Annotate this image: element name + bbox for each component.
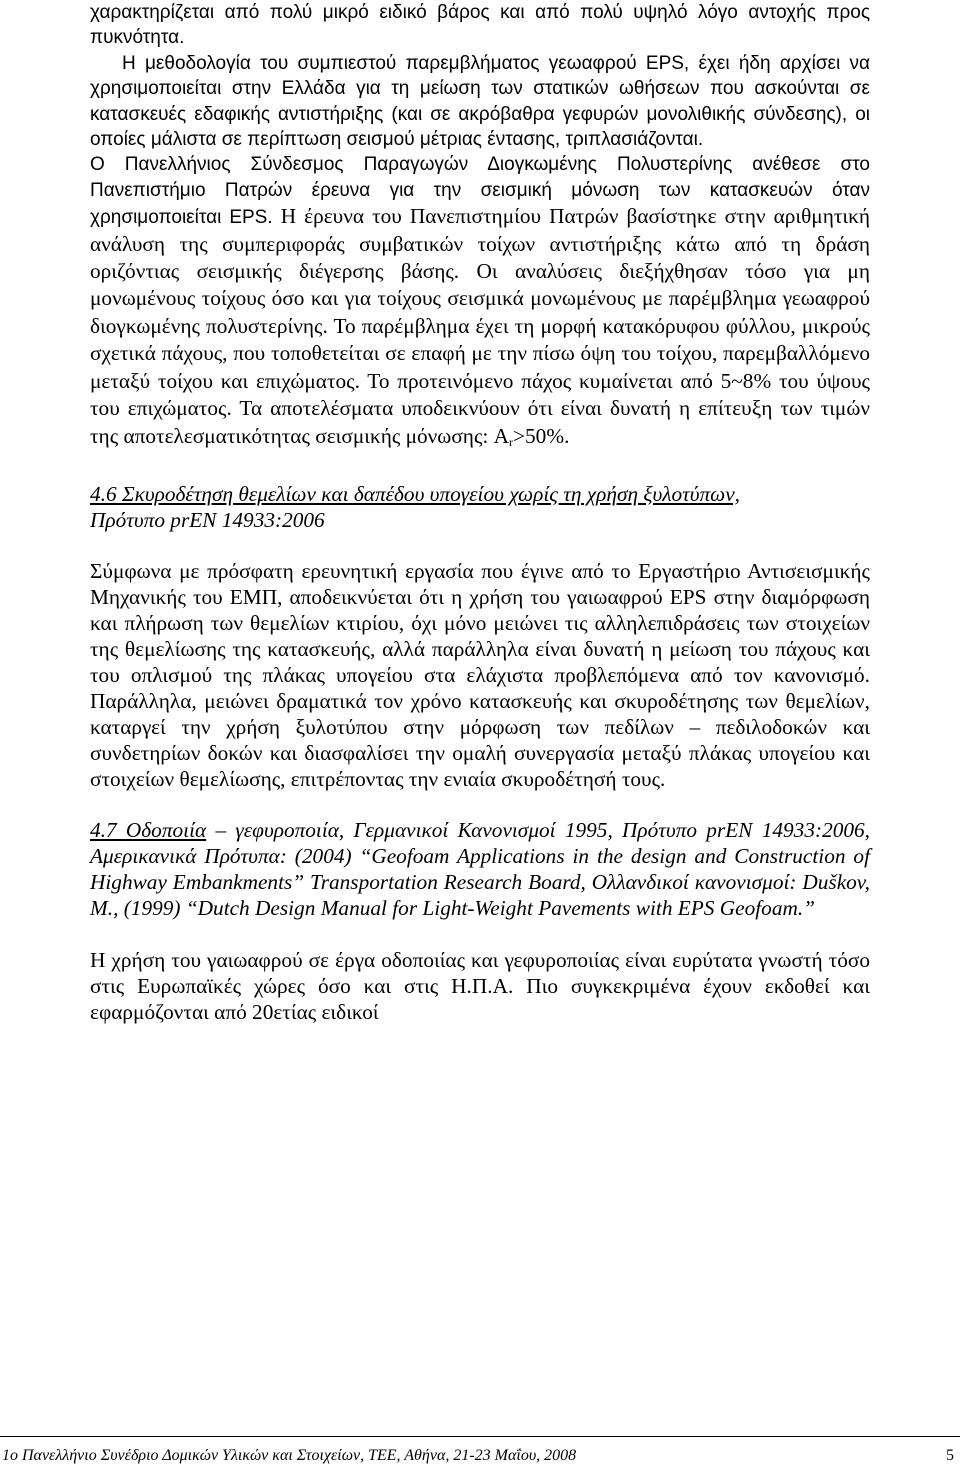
section-number-4-7: 4.7 [90, 817, 126, 842]
research-sentence-serif: Η έρευνα του Πανεπιστημίου Πατρών βασίστηκε στην αριθμητική ανάλυση της συμπεριφοράς συμβατικών τοίχων αντιστήριξης κάτω από τη δράση οριζόντιας σεισμικής διέγερσης βάσης. Οι αναλύσεις διεξήχθησαν τόσο για μη μονωμένους τοίχους όσο και για τοίχους σεισμικά μονωμένους με παρέμβλημα γεωαφρού διογκωμένης πολυστερίνης. Το παρέμβλημα έχει τη μορφή κατακόρυφου φύλλου, μικρούς σχετικά πάχους, που τοποθετείται σε επαφή με την πίσω όψη του τοίχου, παρεμβαλλόμενο μεταξύ τοίχου και επιχώματος. Το προτεινόμενο πάχος κυμαίνεται από 5~8% του ύψους του επιχώματος. Τα αποτελέσματα υποδεικνύουν ότι είναι δυνατή η επίτευξη των τιμών της αποτελεσματικότητας σεισμικής μόνωσης: A [90, 204, 870, 448]
paragraph-eps-method: Η μεθοδολογία του συμπιεστού παρεμβλήματος γεωαφρού EPS, έχει ήδη αρχίσει να χρησιμοποιείται στην Ελλάδα για τη μείωση των στατικών ωθήσεων που ασκούνται σε κατασκευές εδαφικής αντιστήριξης (και σε ακρόβαθρα γεφυρών μονολιθικής σύνδεσης), οι οποίες μάλιστα σε περίπτωση σεισμού μέτριας έντασης, τριπλασιάζονται. [90, 52, 870, 151]
section-title-4-6: Σκυροδέτηση θεμελίων και δαπέδου υπογείου χωρίς τη χρήση ξυλοτύπων, [121, 481, 740, 506]
section-heading-4-7 [90, 817, 870, 921]
page-footer [0, 1436, 960, 1464]
section-heading-4-6 [90, 481, 870, 533]
section-number-4-6: 4.6 [90, 481, 122, 506]
research-result: >50%. [513, 423, 570, 448]
document-body [90, 0, 870, 1025]
paragraph-university-research [90, 152, 870, 454]
section-references-4-7: – γεφυροποιία, Γερμανικοί Κανονισμοί 1995, Πρότυπο prEN 14933:2006, Αμερικανικά Πρότυπα: (2004) “Geofoam Applications in the design and Construction of Highway Embankments” Transportation Research Board, Ολλανδικοί κανονισμοί: Duškov, M., (1999) “Dutch Design Manual for Light-Weight Pavements with EPS Geofoam.” [90, 817, 870, 920]
subscript-r: r [509, 434, 514, 449]
paragraph-intro-end: χαρακτηρίζεται από πολύ μικρό ειδικό βάρος και από πολύ υψηλό λόγο αντοχής προς πυκνότητα. [90, 2, 870, 49]
paragraph-foundations: Σύμφωνα με πρόσφατη ερευνητική εργασία που έγινε από το Εργαστήριο Αντισεισμικής Μηχανικής του ΕΜΠ, αποδεικνύεται ότι η χρήση του γαιωαφρού EPS στην διαμόρφωση και πλήρωση των θεμελίων κτιρίου, όχι μόνο μειώνει τις αλληλεπιδράσεις των στοιχείων της θεμελίωσης της κατασκευής, αλλά παράλληλα είναι δυνατή η μείωση του πάχους και του οπλισμού της πλάκας υπογείου στα ελάχιστα προβλεπόμενα από τον κανονισμό. Παράλληλα, μειώνει δραματικά τον χρόνο κατασκευής και σκυροδέτησης των θεμελίων, καταργεί την χρήση ξυλοτύπου στην μόρφωση των πεδίλων – πεδιλοδοκών και συνδετηρίων δοκών και διασφαλίσει την ομαλή συνεργασία μεταξύ πλάκας υπογείου και στοιχείων θεμελίωσης, επιτρέποντας την ενιαία σκυροδέτησή τους. [90, 558, 870, 791]
section-subtitle-4-6: Πρότυπο prEN 14933:2006 [90, 507, 325, 532]
section-title-4-7: Οδοποιία [125, 817, 207, 842]
research-sentence-sans: Ο Πανελλήνιος Σύνδεσμος Παραγωγών Διογκωμένης Πολυστερίνης ανέθεσε στο Πανεπιστήμιο Πατρών έρευνα για την σεισμική μόνωση των κατασκευών όταν χρησιμοποιείται EPS. [90, 154, 870, 229]
paragraph-road-construction: Η χρήση του γαιωαφρού σε έργα οδοποιίας και γεφυροποιίας είναι ευρύτατα γνωστή τόσο στις Ευρωπαϊκές χώρες όσο και στις Η.Π.Α. Πιο συγκεκριμένα έχουν εκδοθεί και εφαρμόζονται από 20ετίας ειδικοί [90, 947, 870, 1024]
footer-conference: 1ο Πανελλήνιο Συνέδριο Δομικών Υλικών και Στοιχείων, ΤΕΕ, Αθήνα, 21-23 Μαΐου, 2008 [2, 1447, 577, 1464]
footer-page-number: 5 [946, 1447, 954, 1464]
